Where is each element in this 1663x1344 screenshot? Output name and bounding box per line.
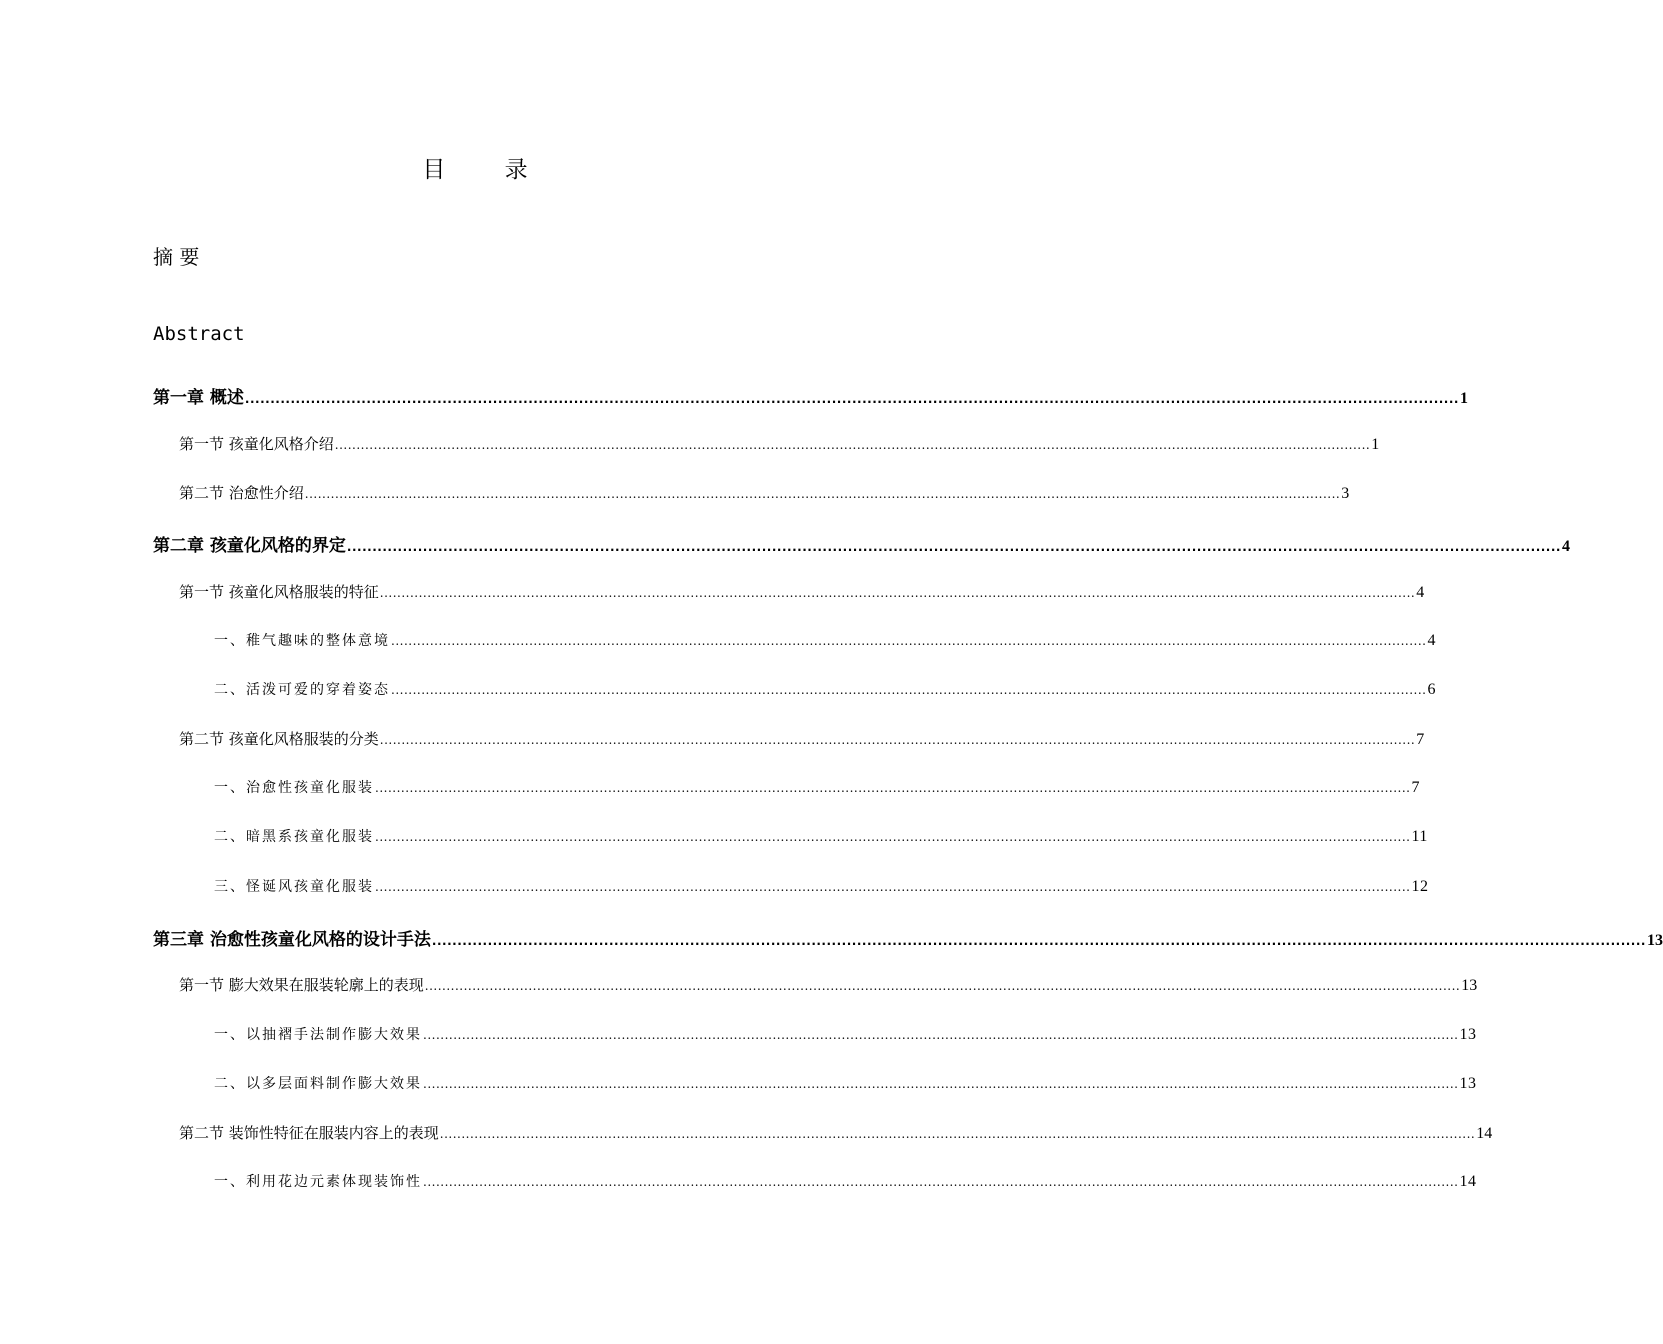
toc-leader-dots: ................................................................................................................................................................................................................................................ <box>439 1127 1476 1141</box>
toc-entry-page: 13 <box>1459 1075 1477 1092</box>
toc-entry[interactable] <box>214 1171 1477 1197</box>
toc-entry[interactable] <box>214 679 1436 705</box>
toc-entry[interactable] <box>179 433 1380 459</box>
toc-entry[interactable] <box>214 630 1436 656</box>
toc-leader-dots: ................................................................................................................................................................................................................................................ <box>375 830 1411 844</box>
toc-entry-page: 4 <box>1561 538 1570 555</box>
toc-entry-label: 一、以抽褶手法制作膨大效果 <box>214 1027 422 1043</box>
toc-entry[interactable] <box>179 581 1425 607</box>
toc-leader-dots: ................................................................................................................................................................................................................................................ <box>334 438 1371 452</box>
toc-leader-dots: ................................................................................................................................................................................................................................................ <box>375 781 1411 795</box>
toc-entry-page: 13 <box>1461 977 1478 994</box>
toc-leader-dots: ................................................................................................................................................................................................................................................ <box>424 979 1461 993</box>
toc-entry[interactable] <box>179 728 1425 754</box>
toc-leader-dots: ................................................................................................................................................................................................................................................ <box>431 934 1646 948</box>
toc-entry-label: 一、稚气趣味的整体意境 <box>214 633 390 649</box>
toc-entry[interactable] <box>153 531 1570 557</box>
toc-entry-page: 6 <box>1427 681 1436 698</box>
toc-entry-page: 14 <box>1476 1125 1493 1142</box>
abstract-en-heading: Abstract <box>153 323 245 345</box>
toc-leader-dots: ................................................................................................................................................................................................................................................ <box>244 392 1459 406</box>
toc-entry-page: 13 <box>1646 932 1663 949</box>
toc-entry-label: 二、活泼可爱的穿着姿态 <box>214 682 390 698</box>
toc-leader-dots: ................................................................................................................................................................................................................................................ <box>379 733 1416 747</box>
abstract-cn-heading: 摘 要 <box>153 245 200 269</box>
toc-entry-page: 4 <box>1427 632 1436 649</box>
toc-entry[interactable] <box>214 876 1429 902</box>
toc-leader-dots: ................................................................................................................................................................................................................................................ <box>375 880 1411 894</box>
toc-entry[interactable] <box>179 482 1350 508</box>
toc-entry[interactable] <box>214 1073 1477 1099</box>
toc-entry-label: 第三章 治愈性孩童化风格的设计手法 <box>153 930 431 950</box>
toc-leader-dots: ................................................................................................................................................................................................................................................ <box>304 487 1341 501</box>
toc-entry[interactable] <box>214 777 1420 803</box>
toc-entry[interactable] <box>179 1122 1493 1148</box>
toc-entry-label: 第一节 孩童化风格介绍 <box>179 435 334 453</box>
toc-entry-page: 7 <box>1416 731 1425 748</box>
toc-entry-page: 7 <box>1411 779 1420 796</box>
toc-leader-dots: ................................................................................................................................................................................................................................................ <box>391 634 1427 648</box>
toc-entry-label: 第一节 孩童化风格服装的特征 <box>179 583 379 601</box>
toc-leader-dots: ................................................................................................................................................................................................................................................ <box>346 540 1561 554</box>
toc-entry-label: 第一节 膨大效果在服装轮廓上的表现 <box>179 976 424 994</box>
toc-entry-page: 1 <box>1371 436 1380 453</box>
toc-entry-label: 第一章 概述 <box>153 388 244 408</box>
toc-entry-label: 第二节 装饰性特征在服装内容上的表现 <box>179 1124 439 1142</box>
toc-entry-page: 11 <box>1411 828 1428 845</box>
toc-entry[interactable] <box>179 974 1478 1000</box>
toc-entry-page: 3 <box>1341 485 1350 502</box>
toc-entry-label: 二、暗黑系孩童化服装 <box>214 829 374 845</box>
page-title: 目 录 <box>422 157 554 183</box>
toc-entry[interactable] <box>214 1024 1477 1050</box>
toc-entry-page: 1 <box>1459 390 1468 407</box>
toc-entry-label: 二、以多层面料制作膨大效果 <box>214 1076 422 1092</box>
toc-entry[interactable] <box>214 826 1428 852</box>
toc-entry-label: 第二节 孩童化风格服装的分类 <box>179 730 379 748</box>
toc-entry-page: 14 <box>1459 1173 1477 1190</box>
toc-leader-dots: ................................................................................................................................................................................................................................................ <box>423 1077 1459 1091</box>
toc-entry[interactable] <box>153 925 1663 951</box>
toc-entry-label: 一、治愈性孩童化服装 <box>214 780 374 796</box>
toc-leader-dots: ................................................................................................................................................................................................................................................ <box>379 586 1416 600</box>
toc-entry-label: 第二章 孩童化风格的界定 <box>153 536 346 556</box>
toc-entry-label: 一、利用花边元素体现装饰性 <box>214 1174 422 1190</box>
toc-entry-label: 第二节 治愈性介绍 <box>179 484 304 502</box>
toc-leader-dots: ................................................................................................................................................................................................................................................ <box>423 1028 1459 1042</box>
toc-entry-page: 4 <box>1416 584 1425 601</box>
toc-leader-dots: ................................................................................................................................................................................................................................................ <box>391 683 1427 697</box>
toc-entry-label: 三、怪诞风孩童化服装 <box>214 879 374 895</box>
toc-entry-page: 12 <box>1411 878 1429 895</box>
toc-leader-dots: ................................................................................................................................................................................................................................................ <box>423 1175 1459 1189</box>
toc-entry[interactable] <box>153 383 1468 409</box>
toc-entry-page: 13 <box>1459 1026 1477 1043</box>
